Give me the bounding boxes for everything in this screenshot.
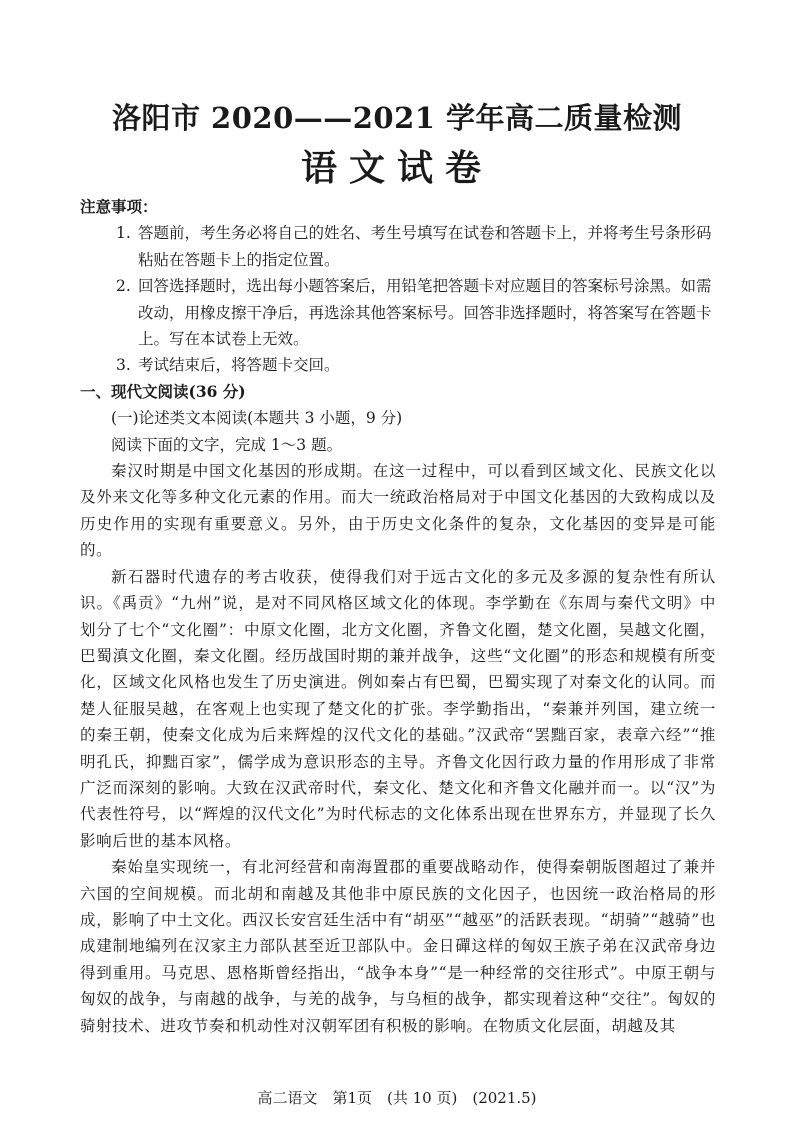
page-footer: 高二语文 第1页 (共 10 页) (2021.5): [257, 1089, 537, 1107]
passage-paragraph: 秦始皇实现统一，有北河经营和南海置郡的重要战略动作，使得秦朝版图超过了兼并六国的空间规模。而北胡和南越及其他非中原民族的文化因子，也因统一政治格局的形成，影响了中土文化。西汉长安宫廷生活中有“胡巫”“越巫”的活跃表现。“胡骑”“越骑”也成建制地编列在汉家主力部队甚至近卫部队中。金日磾这样的匈奴王族子弟在汉武帝身边得到重用。马克思、恩格斯曾经指出，“战争本身”“是一种经常的交往形式”。中原王朝与匈奴的战争，与南越的战争，与羌的战争，与乌桓的战争，都实现着这种“交往”。匈奴的骑射技术、进攻节奏和机动性对汉朝军团有积极的影响。在物质文化层面，胡越及其: [80, 858, 716, 1035]
notice-item-number: 1.: [116, 224, 131, 243]
notice-item-number: 2.: [116, 277, 131, 296]
reading-instruction: 阅读下面的文字，完成 1～3 题。: [111, 435, 343, 454]
notice-item: [116, 220, 716, 273]
notice-item-text: 答题前，考生务必将自己的姓名、考生号填写在试卷和答题卡上，并将考生号条形码粘贴在答题卡上的指定位置。: [138, 224, 712, 269]
notice-item-number: 3.: [116, 356, 131, 375]
section-heading: 一、现代文阅读(36 分): [80, 381, 246, 401]
notice-item: [116, 352, 716, 378]
passage-paragraph: 新石器时代遗存的考古收获，使得我们对于远古文化的多元及多源的复杂性有所认识。《禹贡》“九州”说，是对不同风格区域文化的体现。李学勤在《东周与秦代文明》中划分了七个“文化圈”：中原文化圈，北方文化圈，齐鲁文化圈，楚文化圈，吴越文化圈，巴蜀滇文化圈，秦文化圈。经历战国时期的兼并战争，这些“文化圈”的形态和规模有所变化，区域文化风格也发生了历史演进。例如秦占有巴蜀，巴蜀实现了对秦文化的认同。而楚人征服吴越，在客观上也实现了楚文化的扩张。李学勤指出，“秦兼并列国，建立统一的秦王朝，使秦文化成为后来辉煌的汉代文化的基础。”汉武帝“罢黜百家，表章六经”“推明孔氏，抑黜百家”，儒学成为意识形态的主导。齐鲁文化因行政力量的作用形成了非常广泛而深刻的影响。大致在汉武帝时代，秦文化、楚文化和齐鲁文化融并而一。以“汉”为代表性符号，以“辉煌的汉代文化”为时代标志的文化体系出现在世界东方，并显现了长久影响后世的基本风格。: [80, 567, 716, 850]
subsection-heading: (一)论述类文本阅读(本题共 3 小题，9 分): [111, 409, 403, 428]
passage-paragraph: 秦汉时期是中国文化基因的形成期。在这一过程中，可以看到区域文化、民族文化以及外来文化等多种文化元素的作用。而大一统政治格局对于中国文化基因的大致构成以及历史作用的实现有重要意义。另外，由于历史文化条件的复杂，文化基因的变异是可能的。: [80, 462, 716, 560]
exam-subtitle: 语文试卷: [300, 147, 493, 189]
notice-item-text: 回答选择题时，选出每小题答案后，用铅笔把答题卡对应题目的答案标号涂黑。如需改动，用橡皮擦干净后，再选涂其他答案标号。回答非选择题时，将答案写在答题卡上。写在本试卷上无效。: [138, 277, 712, 349]
exam-content: [80, 194, 716, 1039]
exam-title: 洛阳市 2020——2021 学年高二质量检测: [111, 101, 683, 135]
notice-heading: 注意事项：: [80, 197, 158, 216]
notice-item-text: 考试结束后，将答题卡交回。: [138, 356, 340, 375]
notice-item: [116, 273, 716, 352]
